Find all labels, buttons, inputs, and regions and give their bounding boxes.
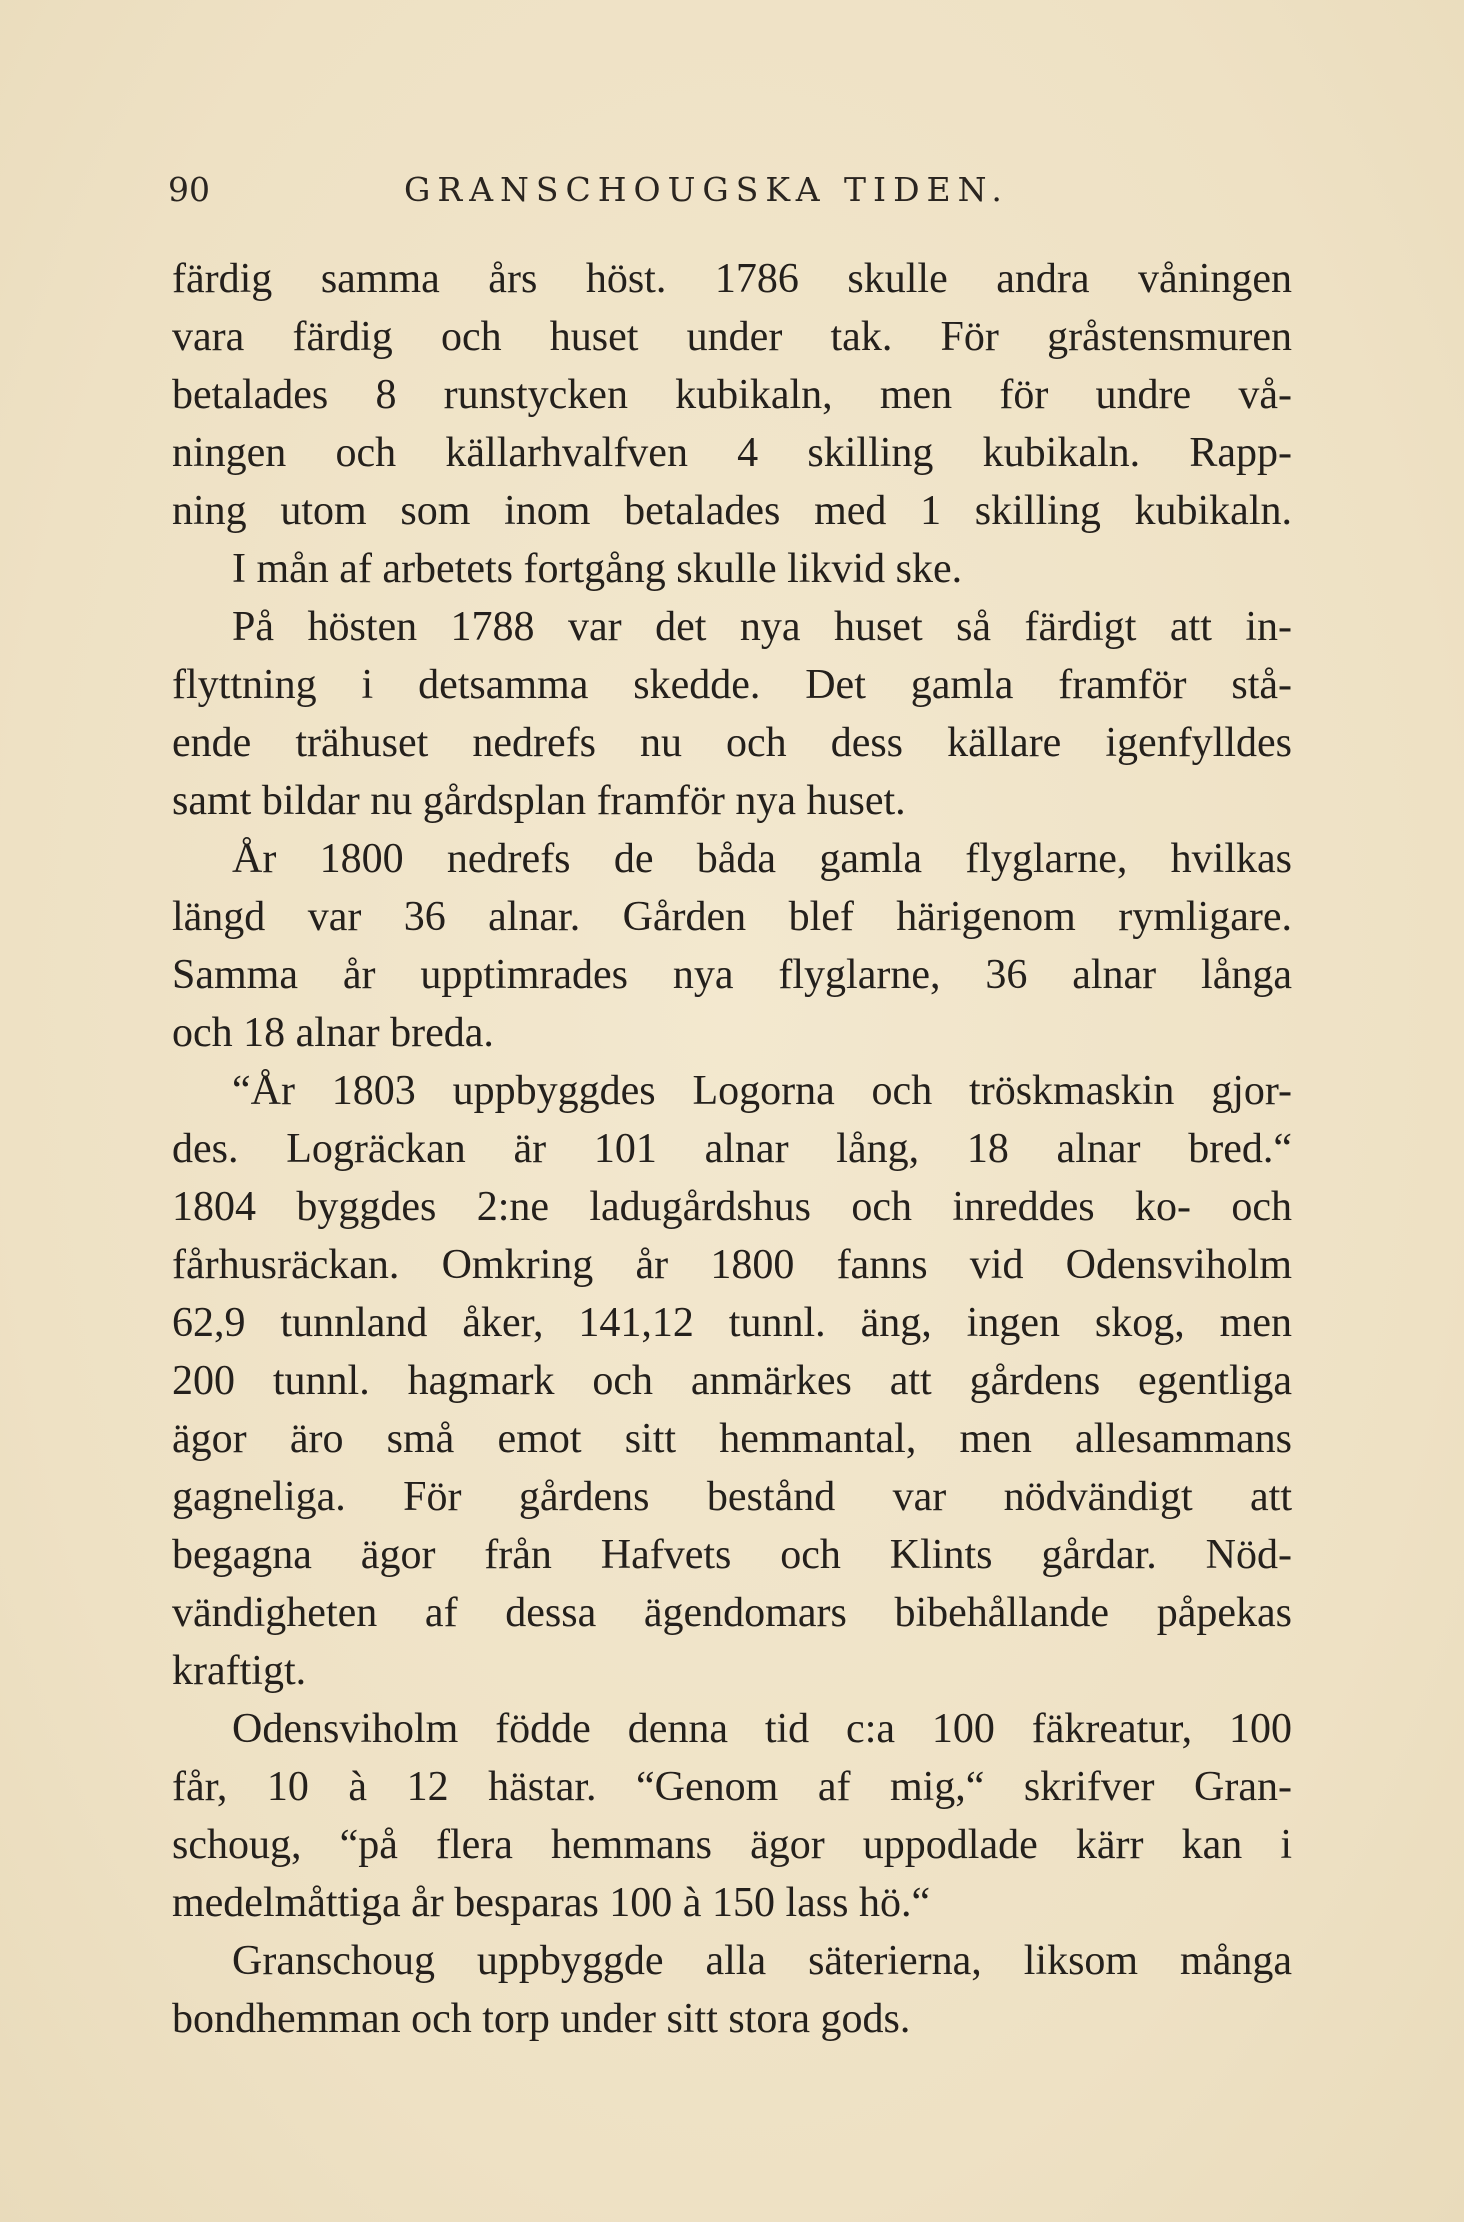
text-line: medelmåttiga år besparas 100 à 150 lass hö.“ <box>172 1880 931 1926</box>
text-line: 62,9 tunnland åker, 141,12 tunnl. äng, ingen skog, men <box>172 1300 1292 1346</box>
text-line: begagna ägor från Hafvets och Klints gårdar. Nöd- <box>172 1532 1292 1578</box>
text-line: des. Logräckan är 101 alnar lång, 18 alnar bred.“ <box>172 1126 1292 1172</box>
text-line: och 18 alnar breda. <box>172 1010 494 1056</box>
text-line: får, 10 à 12 hästar. “Genom af mig,“ skrifver Gran- <box>172 1764 1292 1810</box>
page-number: 90 <box>168 170 210 209</box>
text-line: gagneliga. För gårdens bestånd var nödvändigt att <box>172 1474 1292 1520</box>
text-line: längd var 36 alnar. Gården blef härigenom rymligare. <box>172 894 1292 940</box>
text-line: 200 tunnl. hagmark och anmärkes att gårdens egentliga <box>172 1358 1292 1404</box>
text-line: betalades 8 runstycken kubikaln, men för undre vå- <box>172 372 1292 418</box>
text-line: ende trähuset nedrefs nu och dess källare igenfylldes <box>172 720 1292 766</box>
text-line: samt bildar nu gårdsplan framför nya huset. <box>172 778 906 824</box>
text-line: schoug, “på flera hemmans ägor uppodlade kärr kan i <box>172 1822 1292 1868</box>
text-line: ägor äro små emot sitt hemmantal, men allesammans <box>172 1416 1292 1462</box>
text-line: vändigheten af dessa ägendomars bibehållande påpekas <box>172 1590 1292 1636</box>
text-line: 1804 byggdes 2:ne ladugårdshus och inreddes ko- och <box>172 1184 1292 1230</box>
text-line: färdig samma års höst. 1786 skulle andra våningen <box>172 256 1292 302</box>
text-line: “År 1803 uppbyggdes Logorna och tröskmaskin gjor- <box>232 1068 1292 1114</box>
text-line: vara färdig och huset under tak. För gråstensmuren <box>172 314 1292 360</box>
page-header <box>168 170 1318 230</box>
text-line: I mån af arbetets fortgång skulle likvid ske. <box>232 546 963 592</box>
text-line: fårhusräckan. Omkring år 1800 fanns vid Odensviholm <box>172 1242 1292 1288</box>
text-line: ningen och källarhvalfven 4 skilling kubikaln. Rapp- <box>172 430 1292 476</box>
running-title: GRANSCHOUGSKA TIDEN. <box>404 170 1009 209</box>
text-line: bondhemman och torp under sitt stora gods. <box>172 1996 911 2042</box>
body-text <box>172 250 1292 2048</box>
text-line: Odensviholm födde denna tid c:a 100 fäkreatur, 100 <box>232 1706 1292 1752</box>
text-line: ning utom som inom betalades med 1 skilling kubikaln. <box>172 488 1292 534</box>
text-line: flyttning i detsamma skedde. Det gamla framför stå- <box>172 662 1292 708</box>
text-line: kraftigt. <box>172 1648 307 1694</box>
text-line: År 1800 nedrefs de båda gamla flyglarne, hvilkas <box>232 836 1292 882</box>
text-line: Samma år upptimrades nya flyglarne, 36 alnar långa <box>172 952 1292 998</box>
text-line: På hösten 1788 var det nya huset så färdigt att in- <box>232 604 1292 650</box>
text-line: Granschoug uppbyggde alla säterierna, liksom många <box>232 1938 1292 1984</box>
